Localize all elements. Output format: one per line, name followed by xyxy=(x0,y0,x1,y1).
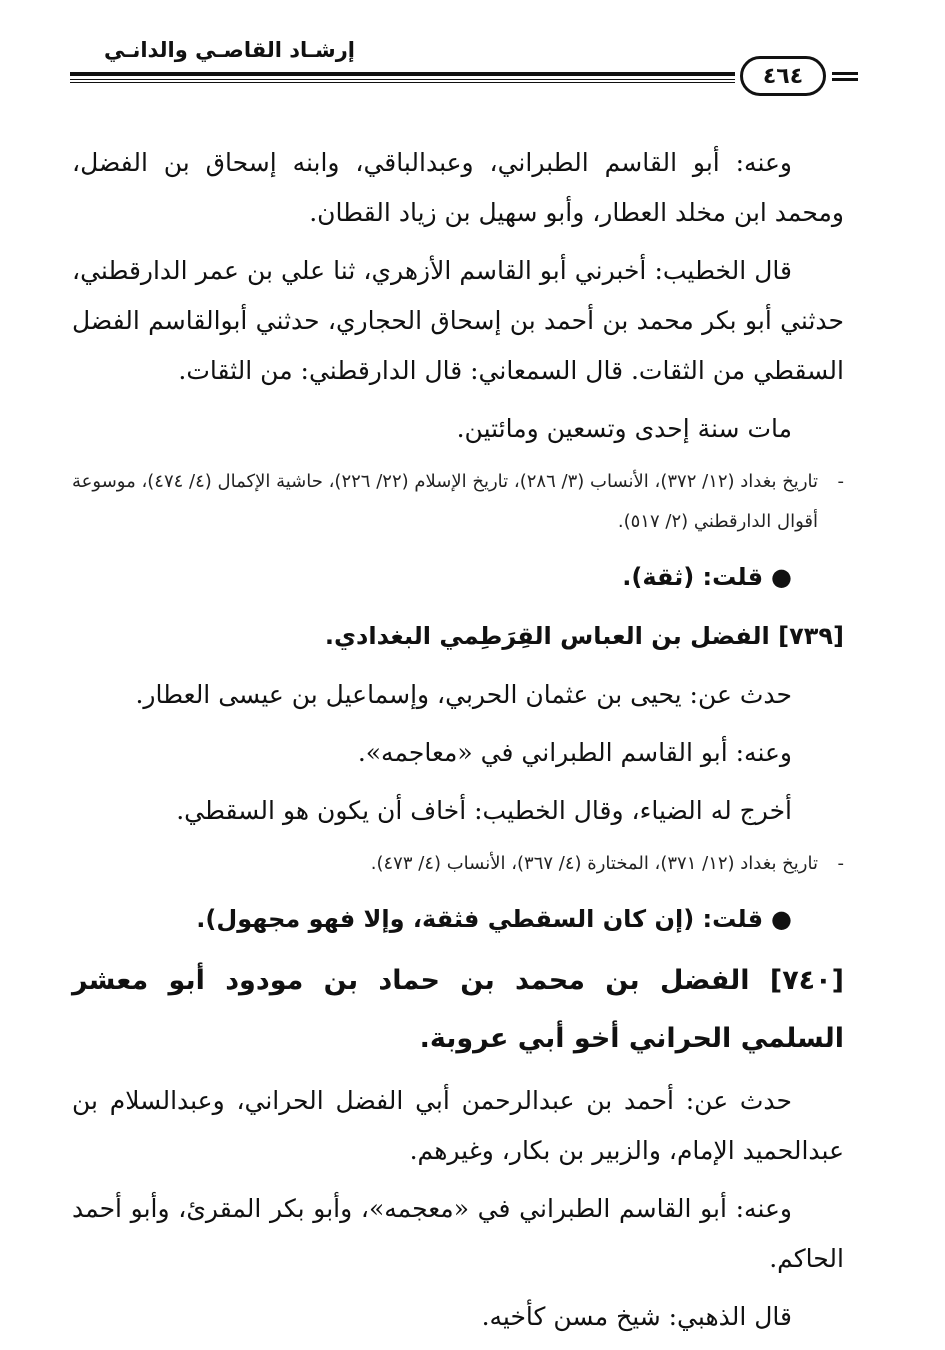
footnote-dash: - xyxy=(837,471,844,492)
header-ornament-dash xyxy=(832,78,858,81)
header-rule-thin-lower xyxy=(70,82,735,83)
footnote-text: تاريخ بغداد (١٢/ ٣٧١)، المختارة (٤/ ٣٦٧)، الأنساب (٤/ ٤٧٣). xyxy=(370,853,818,874)
header-rule-thick xyxy=(70,72,735,76)
running-title: إرشـاد القاصـي والدانـي xyxy=(104,38,355,62)
verdict-text: قلت: (ثقة). xyxy=(622,563,764,591)
paragraph-khatib-remark: أخرج له الضياء، وقال الخطيب: أخاف أن يكون هو السقطي. xyxy=(176,796,792,825)
header-ornament-dash xyxy=(832,72,858,75)
paragraph-teachers: حدث عن: يحيى بن عثمان الحربي، وإسماعيل بن عيسى العطار. xyxy=(135,680,792,709)
source-references xyxy=(72,844,844,884)
author-verdict xyxy=(72,894,844,944)
entry-heading-740: [٧٤٠] الفضل بن محمد بن حماد بن مودود أبو معشر السلمي الحراني أخو أبي عروبة. xyxy=(72,965,844,1054)
paragraph-students: وعنه: أبو القاسم الطبراني في «معجمه»، وأبو بكر المقرئ، وأبو أحمد الحاكم. xyxy=(72,1194,844,1273)
paragraph-khatib-report: قال الخطيب: أخبرني أبو القاسم الأزهري، ثنا علي بن عمر الدارقطني، حدثني أبو بكر محمد بن أحمد بن إسحاق الحجاري، حدثني أبوالقاسم الفضل السقطي من الثقات. قال السمعاني: قال الدارقطني: من الثقات. xyxy=(72,256,844,385)
paragraph-teachers: حدث عن: أحمد بن عبدالرحمن أبي الفضل الحراني، وعبدالسلام بن عبدالحميد الإمام، والزبير بن بكار، وغيرهم. xyxy=(72,1086,844,1165)
footnote-text: تاريخ بغداد (١٢/ ٣٧٢)، الأنساب (٣/ ٢٨٦)، تاريخ الإسلام (٢٢/ ٢٢٦)، حاشية الإكمال (٤/ ٤٧٤)، موسوعة أقوال الدارقطني (٢/ ٥١٧). xyxy=(72,471,819,532)
bullet-icon: ● xyxy=(771,905,792,933)
paragraph-dhahabi-remark: قال الذهبي: شيخ مسن كأخيه. xyxy=(481,1302,792,1331)
source-references xyxy=(72,462,844,542)
page-number: ٤٦٤ xyxy=(740,56,826,96)
author-verdict xyxy=(72,552,844,602)
paragraph-students: وعنه: أبو القاسم الطبراني في «معاجمه». xyxy=(357,738,792,767)
bullet-icon: ● xyxy=(771,563,792,591)
page-header xyxy=(70,30,860,110)
entry-heading-739: [٧٣٩] الفضل بن العباس القِرَطِمي البغدادي. xyxy=(324,622,844,650)
footnote-dash: - xyxy=(837,853,844,874)
header-rule-thin xyxy=(70,79,735,80)
verdict-text: قلت: (إن كان السقطي فثقة، وإلا فهو مجهول). xyxy=(196,905,764,933)
page-body xyxy=(72,138,844,1350)
paragraph-students: وعنه: أبو القاسم الطبراني، وعبدالباقي، وابنه إسحاق بن الفضل، ومحمد ابن مخلد العطار، وأبو سهيل بن زياد القطان. xyxy=(72,148,844,227)
paragraph-death-year: مات سنة إحدى وتسعين ومائتين. xyxy=(456,414,792,443)
